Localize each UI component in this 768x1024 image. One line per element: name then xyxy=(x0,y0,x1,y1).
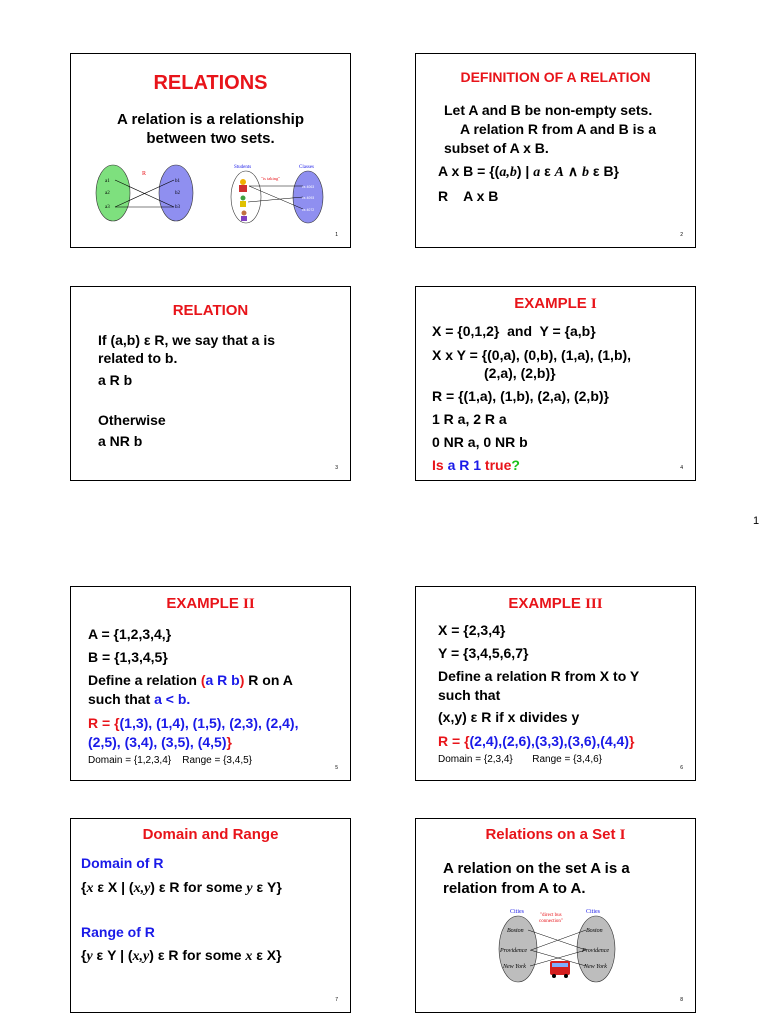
svg-text:a3: a3 xyxy=(105,205,110,210)
text-line: Y = {3,4,5,6,7} xyxy=(438,645,529,661)
subset-line: R A x B xyxy=(438,188,499,204)
slide-number: 2 xyxy=(680,232,683,238)
svg-text:New York: New York xyxy=(503,964,526,970)
svg-text:b2: b2 xyxy=(175,191,180,196)
text-line: A relation on the set A is a xyxy=(443,860,630,877)
text-line: relation from A to A. xyxy=(443,880,586,897)
slide-number: 6 xyxy=(680,765,683,771)
relation-set: R = {(2,4),(2,6),(3,3),(3,6),(4,4)} xyxy=(438,733,635,749)
slide-number: 3 xyxy=(335,465,338,471)
slide-number: 8 xyxy=(680,997,683,1003)
svg-text:New York: New York xyxy=(584,964,607,970)
relation-set-line-1: R = {(1,3), (1,4), (1,5), (2,3), (2,4), xyxy=(88,715,299,731)
text-line: A = {1,2,3,4,} xyxy=(88,626,172,642)
text-line: Let A and B be non-empty sets. xyxy=(444,102,653,118)
slide-title: RELATIONS xyxy=(153,72,268,94)
slide-title: EXAMPLE I xyxy=(514,295,597,312)
slide-title: EXAMPLE II xyxy=(166,595,255,612)
text-line: such that xyxy=(438,687,501,703)
svg-text:a2: a2 xyxy=(105,191,110,196)
slide-title: DEFINITION OF A RELATION xyxy=(460,69,651,85)
svg-text:Students: Students xyxy=(234,165,252,170)
text-line: Define a relation (a R b) R on A xyxy=(88,672,293,688)
range-heading: Range of R xyxy=(81,924,155,940)
text-line: 1 R a, 2 R a xyxy=(432,411,507,427)
svg-text:connection": connection" xyxy=(539,919,563,924)
cartesian-product: A x B = {(a,b) | a ε A ∧ b ε B} xyxy=(438,163,619,180)
text-line: R = {(1,a), (1,b), (2,a), (2,b)} xyxy=(432,388,609,404)
svg-text:"is taking": "is taking" xyxy=(261,176,281,181)
range-definition: {y ε Y | (x,y) ε R for some x ε X} xyxy=(81,947,282,964)
svg-text:cs 4093: cs 4093 xyxy=(302,196,315,200)
domain-range: Domain = {2,3,4} Range = {3,4,6} xyxy=(438,754,603,765)
slide-title: EXAMPLE III xyxy=(508,595,603,612)
svg-text:cs 4072: cs 4072 xyxy=(302,208,315,212)
slide-title: Relations on a Set I xyxy=(485,826,626,843)
slide-relations-on-set xyxy=(415,818,696,1013)
text-line: B = {1,3,4,5} xyxy=(88,649,168,665)
svg-text:b1: b1 xyxy=(175,179,180,184)
text-line: X = {2,3,4} xyxy=(438,622,506,638)
text-line: A relation R from A and B is a xyxy=(460,121,657,137)
text-line: (2,a), (2,b)} xyxy=(484,365,556,381)
question-line: Is a R 1 true? xyxy=(432,457,520,473)
page-number: 1 xyxy=(753,515,760,527)
slide-title: Domain and Range xyxy=(142,826,279,843)
text-line: a R b xyxy=(98,372,133,388)
svg-text:cs 4063: cs 4063 xyxy=(302,185,315,189)
svg-text:"direct bus: "direct bus xyxy=(540,913,562,918)
svg-text:a1: a1 xyxy=(105,179,110,184)
r-label: R xyxy=(142,171,147,177)
slide-number: 7 xyxy=(335,997,338,1003)
domain-range: Domain = {1,2,3,4} Range = {3,4,5} xyxy=(88,755,253,766)
domain-heading: Domain of R xyxy=(81,855,164,871)
text-line: X x Y = {(0,a), (0,b), (1,a), (1,b), xyxy=(432,347,632,363)
slide-domain-range xyxy=(70,818,351,1013)
slide-number: 5 xyxy=(335,765,338,771)
svg-text:Providence: Providence xyxy=(582,948,610,954)
slide-number: 1 xyxy=(335,232,338,238)
svg-text:Providence: Providence xyxy=(500,948,528,954)
text-line: (x,y) ε R if x divides y xyxy=(438,709,580,725)
slide-example-3 xyxy=(415,586,696,781)
relation-diagram xyxy=(93,156,333,231)
slide-example-1 xyxy=(415,286,696,481)
definition-line-2: between two sets. xyxy=(146,130,275,147)
svg-text:Boston: Boston xyxy=(507,928,524,934)
text-line: such that a < b. xyxy=(88,691,191,707)
text-line: X = {0,1,2} and Y = {a,b} xyxy=(432,323,596,339)
svg-text:Cities: Cities xyxy=(510,909,525,915)
svg-text:Cities: Cities xyxy=(586,909,601,915)
cities-diagram xyxy=(496,905,626,985)
text-line: If (a,b) ε R, we say that a is xyxy=(98,332,276,348)
text-line: subset of A x B. xyxy=(444,140,549,156)
text-line: Define a relation R from X to Y xyxy=(438,668,640,684)
svg-text:Boston: Boston xyxy=(586,928,603,934)
svg-text:Classes: Classes xyxy=(299,165,314,170)
text-line: 0 NR a, 0 NR b xyxy=(432,434,528,450)
slide-number: 4 xyxy=(680,465,683,471)
definition-line-1: A relation is a relationship xyxy=(117,111,304,128)
slide-definition xyxy=(415,53,696,248)
domain-definition: {x ε X | (x,y) ε R for some y ε Y} xyxy=(81,879,282,896)
slide-example-2 xyxy=(70,586,351,781)
relation-set-line-2: (2,5), (3,4), (3,5), (4,5)} xyxy=(88,734,232,750)
slide-relation xyxy=(70,286,351,481)
slide-relations xyxy=(70,53,351,248)
text-line: Otherwise xyxy=(98,412,166,428)
svg-text:b3: b3 xyxy=(175,205,180,210)
slide-title: RELATION xyxy=(172,302,249,319)
text-line: a NR b xyxy=(98,433,143,449)
text-line: related to b. xyxy=(98,350,178,366)
